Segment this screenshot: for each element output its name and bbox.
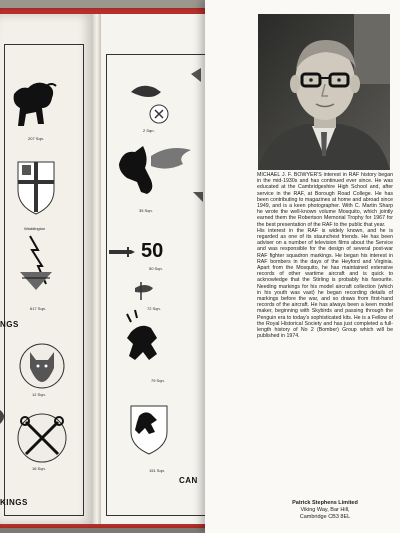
cross-shield-icon bbox=[18, 162, 54, 214]
section-heading: NGS bbox=[0, 320, 19, 329]
panther-insignia-icon bbox=[14, 83, 56, 126]
publisher-imprint bbox=[270, 500, 380, 521]
middle-page bbox=[101, 14, 205, 524]
insignia-label: 16 Sqn. bbox=[32, 466, 46, 471]
insignia-label: 617 Sqn. bbox=[30, 306, 47, 311]
insignia-label: 12 Sqn. bbox=[32, 392, 46, 397]
partial-insignia-icon bbox=[193, 192, 203, 202]
squadron-numeral: 50 bbox=[141, 240, 164, 262]
insignia-label: 2 Sqn. bbox=[143, 128, 155, 133]
section-heading: KINGS bbox=[0, 498, 28, 507]
fox-head-icon bbox=[20, 344, 64, 388]
publisher-name: Patrick Stephens Limited bbox=[292, 500, 358, 506]
winged-badge-icon bbox=[131, 86, 168, 123]
section-heading: CAN bbox=[179, 476, 198, 485]
insignia-label: 50 Sqn. bbox=[149, 266, 163, 271]
author-name: MICHAEL J. F. BOWYER'S bbox=[257, 172, 322, 178]
lion-shield-icon bbox=[131, 406, 167, 454]
book-gutter bbox=[93, 14, 101, 524]
author-photo bbox=[258, 14, 390, 170]
dagger-icon bbox=[109, 247, 135, 257]
insignia-label: 151 Sqn. bbox=[149, 468, 166, 473]
author-biography bbox=[257, 172, 393, 494]
rampant-lion-icon bbox=[127, 310, 157, 360]
bio-paragraph: MICHAEL J. F. BOWYER'S interest in RAF history began in the mid-1930s and has continued ever since. He was educated at the Cambridgeshire High School and, after service in the RAF, at Borough Road College. He has been contributing to magazines at home and abroad since 1949, and is a keen photographer. With C. Martin Sharp he wrote the well-known volume Mosquito, which jointly earned them the Robertson Memorial Trophy for 1967 for the best presentation of the RAF to the public that year. bbox=[257, 172, 393, 228]
lightning-dam-icon bbox=[20, 236, 52, 290]
sword-bird-icon bbox=[135, 282, 153, 300]
author-portrait-icon bbox=[258, 14, 390, 170]
insignia-label: 72 Sqn. bbox=[147, 306, 161, 311]
left-page-insignia bbox=[0, 14, 93, 524]
bio-paragraph: His interest in the RAF is widely known, and he is regarded as one of its staunchest friends. He has been adviser on a number of television films about the Service and was responsible for the design of several post-war RAF fighter squadron markings. He began his interest in RAF bombers in the days of the Heyford and Virginia. Apart from the Mosquito, he has maintained extensive records of other wartime aircraft and is quick to acknowledge that the Stirling is probably his favourite. Needing markings for his model aircraft collection (which in his youth was vast) he began recording details of markings before the war, and so draws from first-hand records of the aircraft. He has always been a keen model maker, beginning with Skybirds and passing through the Penguin era to today's sophisticated kits. He is a Fellow of the Royal Historical Society and has just completed a full-length history of No 2 (Bomber) Group which will be published in 1974. bbox=[257, 227, 393, 340]
publisher-address-line: Viking Way, Bar Hill, bbox=[300, 507, 350, 513]
publisher-address-line: Cambridge CB3 8EL bbox=[299, 514, 351, 520]
insignia-label: 35 Sqn. bbox=[139, 208, 153, 213]
left-page bbox=[0, 14, 93, 524]
insignia-label: 207 Sqn. bbox=[28, 136, 45, 141]
crossed-keys-icon bbox=[18, 414, 66, 462]
insignia-label: 79 Sqn. bbox=[151, 378, 165, 383]
winged-horse-icon bbox=[119, 146, 191, 194]
partial-insignia-icon bbox=[191, 68, 201, 82]
partial-insignia-icon bbox=[0, 410, 4, 424]
insignia-label: Waddington bbox=[24, 226, 46, 231]
